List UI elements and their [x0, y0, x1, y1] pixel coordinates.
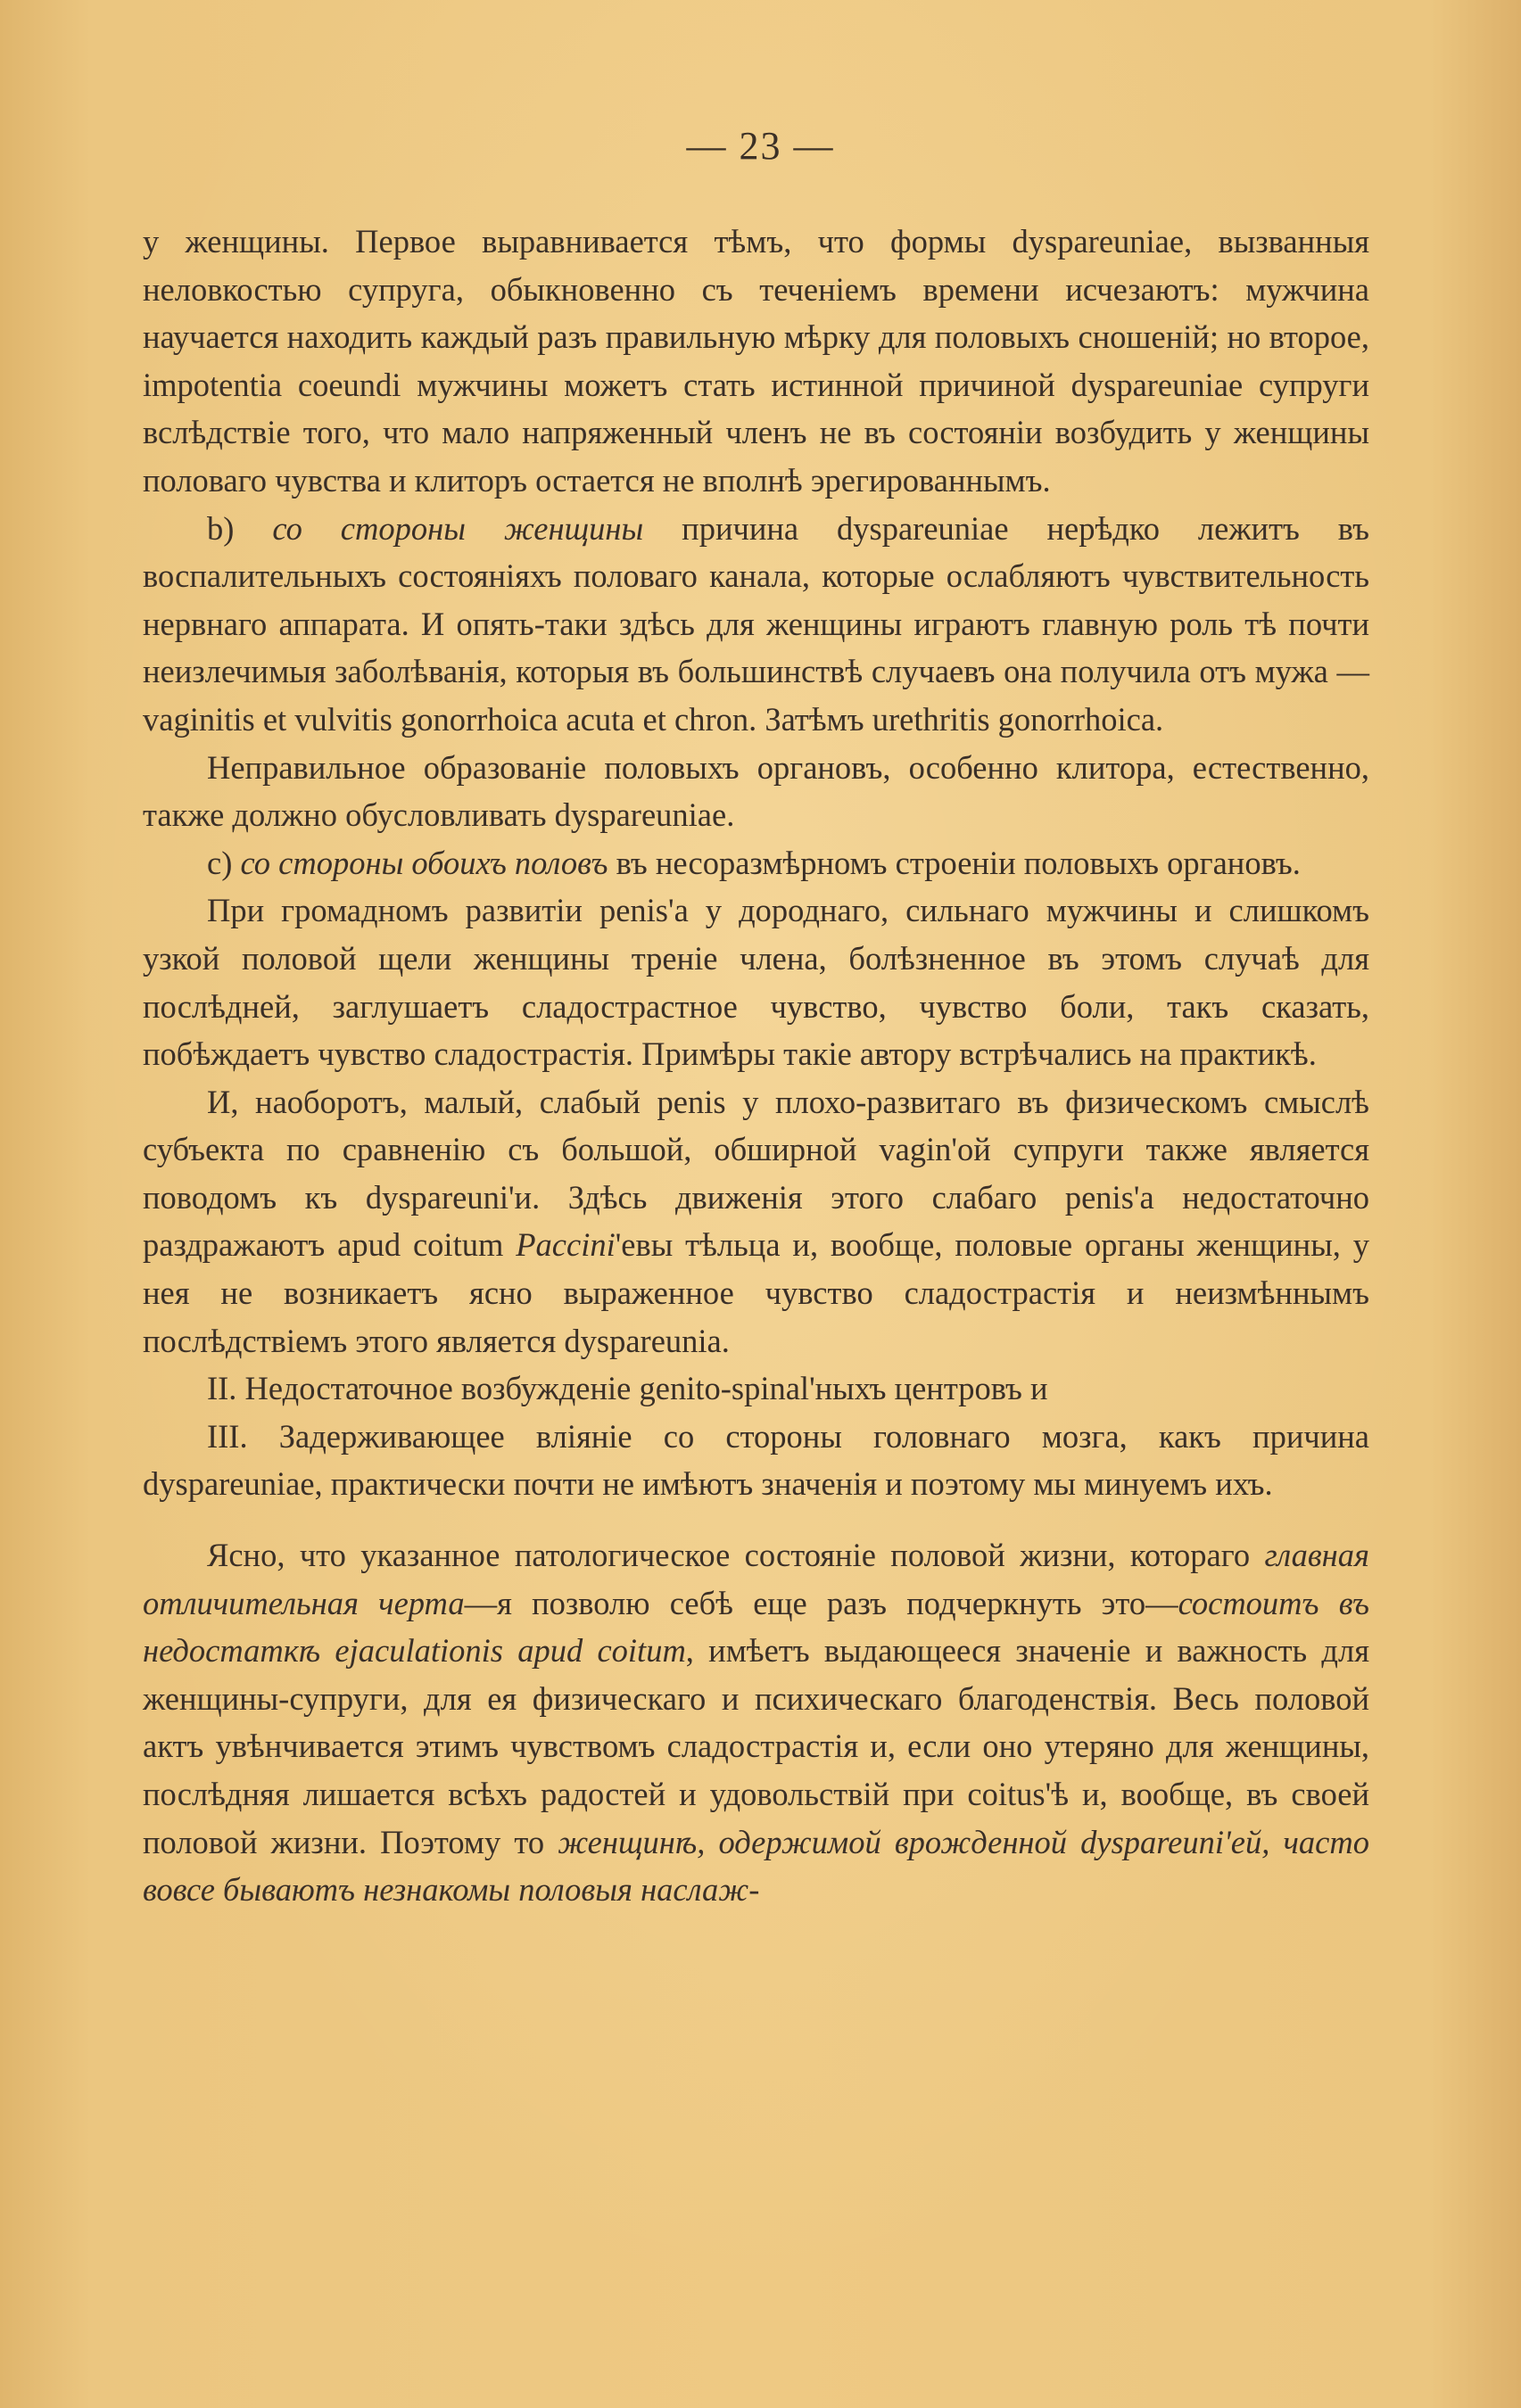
paragraph-2-rest: причина dysрareuniae нерѣдко лежитъ въ воспалительныхъ состояніяхъ половаго канала, которые ослабляютъ чувствительность нервнаго аппарата. И опять-таки здѣсь для женщины играютъ главную роль тѣ почти неизлечимыя заболѣванія, которыя въ большинствѣ случаевъ она получила отъ мужа — vaginitis et vulvitis gonorrhoica acuta et chron. Затѣмъ urethritis gonorrhoica. — [143, 509, 1370, 738]
paragraph-5: При громадномъ развитіи penis'а у дороднаго, сильнаго мужчины и слишкомъ узкой половой щели женщины треніе члена, болѣзненное въ этомъ случаѣ для послѣдней, заглушаетъ сладострастное чувство, чувство боли, такъ сказать, побѣждаетъ чувство сладострастія. Примѣры такіе автору встрѣчались на практикѣ. — [143, 892, 1369, 1073]
paragraph-2-italic: со стороны женщины — [272, 509, 644, 547]
paragraph-6-italic: Paccini — [516, 1226, 616, 1264]
paragraph-4-rest: въ несоразмѣрномъ строеніи половыхъ органовъ. — [608, 844, 1301, 881]
paragraph-8: III. Задерживающее вліяніе со стороны головнаго мозга, какъ причина dysрareuniae, практически почти не имѣютъ значенія и поэтому мы минуемъ ихъ. — [143, 1417, 1369, 1503]
paragraph-2 — [143, 505, 1369, 744]
paragraph-9-text-3: , имѣетъ выдающееся значеніе и важность для женщины-супруги, для ея физическаго и психическаго благоденствія. Весь половой актъ увѣнчивается этимъ чувствомъ сладострастія и, если оно утеряно для женщины, послѣдняя лишается всѣхъ радостей и удовольствій при coitus'ѣ и, вообще, въ своей половой жизни. Поэтому то — [143, 1632, 1369, 1860]
paragraph-4 — [143, 839, 1369, 887]
paragraph-9 — [143, 1531, 1369, 1914]
paragraph-7: II. Недостаточное возбужденіе genito-spinal'ныхъ центровъ и — [207, 1370, 1048, 1407]
paragraph-9-text-2: —я позволю себѣ еще разъ подчеркнуть это— — [464, 1584, 1178, 1621]
paragraph-6-after: 'евы тѣльца и, вообще, половые органы женщины, у нея не возникаетъ ясно выраженное чувство сладострастія и неизмѣннымъ послѣдствіемъ этого является dysрareunia. — [143, 1226, 1369, 1359]
paragraph-9-italic-3: женщинѣ, одержимой врожденной dysрareuni'ей, часто вовсе бываютъ незнакомы половыя наслаж- — [143, 1823, 1369, 1909]
paragraph-6-before: И, наоборотъ, малый, слабый penis у плохо-развитаго въ физическомъ смыслѣ субъекта по сравненію съ большой, обширной vagin'ой супруги также является поводомъ къ dysрareuni'и. Здѣсь движенія этого слабаго penis'а недостаточно раздражаютъ apud coitum — [143, 1083, 1369, 1264]
paragraph-3: Неправильное образованіе половыхъ органовъ, особенно клитора, естественно, также должно обусловливать dysрareuniae. — [143, 748, 1369, 834]
page-number: — 23 — — [686, 124, 835, 168]
paragraph-2-lead: b) — [207, 509, 273, 547]
paragraph-9-italic-2: состоитъ въ недостаткѣ ejaculationis apud coitum — [143, 1584, 1370, 1670]
paragraph-4-lead: c) — [207, 844, 241, 881]
paragraph-9-italic-1: главная отличительная черта — [143, 1537, 1369, 1621]
paragraph-9-text-1: Ясно, что указанное патологическое состояніе половой жизни, котораго — [207, 1537, 1265, 1574]
paragraph-1: у женщины. Первое выравнивается тѣмъ, что формы dysрareuniae, вызванныя неловкостью супруга, обыкновенно съ теченіемъ времени исчезаютъ: мужчина научается находить каждый разъ правильную мѣрку для половыхъ сношеній; но второе, impotentia coeundi мужчины можетъ стать истинной причиной dysрareuniae супруги вслѣдствіе того, что мало напряженный членъ не въ состояніи возбудить у женщины половаго чувства и клиторъ остается не вполнѣ эрегированнымъ. — [143, 223, 1369, 499]
page-text — [143, 218, 1369, 1914]
paragraph-4-italic: со стороны обоихъ половъ — [240, 844, 608, 881]
paragraph-6 — [143, 1078, 1369, 1365]
